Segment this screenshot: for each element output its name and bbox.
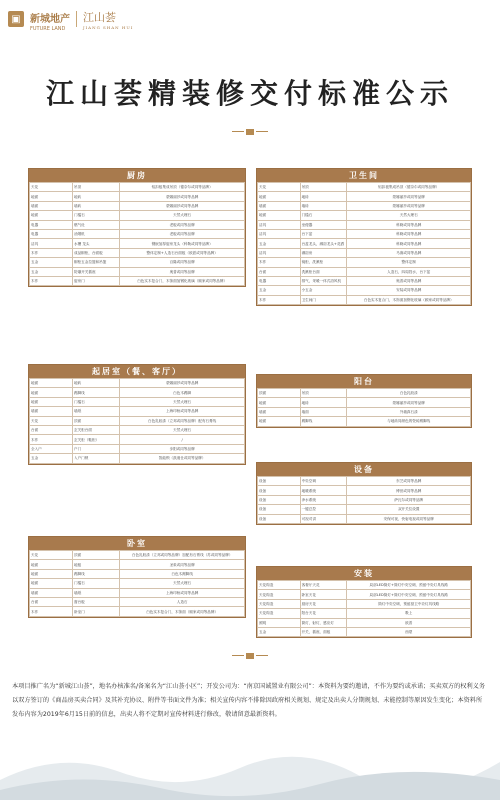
spec-cell: 白色实木复合门，木饰面加钢化玻璃（顾家或同等品牌） [120,276,245,285]
spec-cell: 铝扣板集成吊顶（德奈尔或同等品牌） [347,183,471,192]
table-row [30,588,245,597]
table-row [30,569,245,578]
table-row [258,599,471,608]
item-cell: 地砖 [300,398,347,407]
spec-cell: 外墙真石漆 [347,407,471,416]
item-cell: 玄关柜（鞋柜） [73,435,120,444]
spec-cell: 奥普或同等品牌 [347,276,471,285]
table-row [30,579,245,588]
category-cell: 设备 [258,486,301,495]
category-cell: 洁具 [30,239,73,248]
item-cell: 户门 [73,444,120,453]
table-row [258,417,471,426]
table-row [258,239,471,248]
spec-cell: 老板或同等品牌 [120,229,245,238]
table-row [258,590,471,599]
spec-cell: 博世或同等品牌 [347,486,471,495]
item-cell: 墙纸 [73,407,120,416]
living-room-table [28,364,246,465]
item-cell: 镜柜，洗漱柜 [300,258,347,267]
table-row [30,276,245,285]
category-cell: 洁具 [258,229,301,238]
spec-cell: 欧普 [347,618,471,627]
category-cell: 墙面 [30,588,73,597]
table-row [258,609,471,618]
category-cell: 设备 [258,514,301,523]
item-cell: 地砖 [300,192,347,201]
category-cell: 地面 [258,398,301,407]
spec-cell: 奥普或同等品牌 [120,267,245,276]
spec-cell: 双开关位设置 [347,505,471,514]
spec-cell: 局部LED筒灯+筒灯中央空调，预留中央灯具线路 [347,581,471,590]
item-cell: 踢脚线 [300,417,347,426]
item-cell: 墙砖 [300,201,347,210]
spec-cell: 天然大理石 [120,579,245,588]
category-cell: 电器 [258,276,301,285]
item-cell: 水槽 龙头 [73,239,120,248]
table-row [30,407,245,416]
category-cell: 木作 [30,607,73,616]
category-cell: 墙面 [258,201,301,210]
table-row [258,183,471,192]
spec-cell: 铝扣板集成吊顶（德奈尔或同等品牌） [120,183,245,192]
spec-cell: 蒙娜丽莎或同等品牌 [120,192,245,201]
item-cell: 客餐厅天花 [300,581,347,590]
category-cell: 地面 [30,211,73,220]
item-cell: 淋浴房 [300,248,347,257]
item-cell: 卫生间门 [300,295,347,304]
spec-cell: 安装或同等品牌 [347,286,471,295]
table-row [30,397,245,406]
section-title: 卧室 [29,537,245,550]
spec-cell: 白色木踢脚 [120,388,245,397]
table-row [258,286,471,295]
table-row [30,258,245,267]
category-cell: 地面 [30,569,73,578]
bedroom-table [28,536,246,618]
item-cell: 门槛石 [73,211,120,220]
table-row [258,618,471,627]
item-cell: 小五金 [300,286,347,295]
spec-cell: 白色实木复合门，木饰面（顾家或同等品牌） [120,607,245,616]
spec-cell: 整体定制+人造石台面板（欧派或同等品牌） [120,248,245,257]
item-cell: 卧室天花 [300,590,347,599]
category-cell: 地面 [30,397,73,406]
table-row [30,425,245,434]
table-row [30,239,245,248]
category-cell: 地面 [30,579,73,588]
spec-cell: 整体定制 [347,258,471,267]
spec-cell: 天然大理石 [120,397,245,406]
table-row [258,201,471,210]
item-cell: 墙砖 [73,201,120,210]
spec-cell: 钢嵌加厚厨房龙头（科勒或同等品牌） [120,239,245,248]
brand-logo-icon: ▣ [8,11,24,27]
brand-divider [76,11,77,27]
category-cell: 天花 [30,416,73,425]
item-cell: 吊顶 [300,389,347,398]
spec-cell: 老板或同等品牌 [120,220,245,229]
category-cell: 墙面 [30,407,73,416]
category-cell: 台面 [30,597,73,606]
spec-cell: 人造石，四周挡水，台下盆 [347,267,471,276]
balcony-table [256,374,472,428]
table-row [258,407,471,416]
table-row [258,229,471,238]
item-cell: 可视对讲 [300,514,347,523]
spec-cell: 与地砖同颜色的瓷砖踢脚线 [347,417,471,426]
table-row [258,248,471,257]
spec-cell: 科勒或同等品牌 [347,229,471,238]
table-row [258,581,471,590]
item-cell: 筒灯，射灯，感应灯 [300,618,347,627]
spec-cell: 科勒或同等品牌 [347,220,471,229]
table-row [30,229,245,238]
spec-cell: 上海印桓或同等品牌 [120,588,245,597]
installation-table [256,566,472,638]
table-row [30,454,245,463]
item-cell: 油烟机 [73,229,120,238]
item-cell: 踢脚线 [73,388,120,397]
category-cell: 地面 [30,192,73,201]
item-cell: 成品橱柜，台面板 [73,248,120,257]
category-cell: 天花构造 [258,609,301,618]
category-cell: 天花 [258,183,301,192]
category-cell: 天花构造 [258,590,301,599]
spec-cell: 蒙娜丽莎或同等品牌 [347,398,471,407]
item-cell: 燃气灶 [73,220,120,229]
table-row [30,388,245,397]
item-cell: 墙纸 [73,588,120,597]
item-cell: 门槛石 [300,211,347,220]
spec-cell: 白色乳胶漆（立邦或同等品牌）加配有石膏线（苏或同等品牌） [120,551,245,560]
table-row [30,416,245,425]
table-row [30,444,245,453]
section-title: 安装 [257,567,471,580]
section-title: 厨房 [29,169,245,182]
spec-cell: 白色木踢脚线 [120,569,245,578]
kitchen-table [28,168,246,287]
category-cell: 地面 [258,211,301,220]
spec-cell: 东芝或同等品牌 [347,477,471,486]
category-cell: 五金 [258,286,301,295]
category-cell: 洁具 [258,220,301,229]
category-cell: 墙面 [30,201,73,210]
project-logo: 江山荟 JIANG SHAN HUI [83,10,134,30]
category-cell: 电器 [30,220,73,229]
category-cell: 墙面 [258,407,301,416]
table-row [30,560,245,569]
table-row [30,248,245,257]
spec-cell: / [120,435,245,444]
spec-cell: 安保可视，快射电视或同等品牌 [347,514,471,523]
spec-cell: 吸上 [347,609,471,618]
brand-header [8,6,208,32]
table-row [258,211,471,220]
table-row [30,211,245,220]
category-cell: 木作 [30,276,73,285]
category-cell: 木作 [30,435,73,444]
spec-cell: 步阳或同等品牌 [120,444,245,453]
table-row [30,597,245,606]
spec-cell: 蒙娜丽莎或同等品牌 [347,192,471,201]
table-row [30,551,245,560]
item-cell: 排气，采暖一体式浴风机 [300,276,347,285]
table-row [258,627,471,636]
spec-cell: 天然大理石 [120,425,245,434]
section-title: 设备 [257,463,471,476]
spec-cell: 萨瓦尔或同等品牌 [347,495,471,504]
category-cell: 照明 [258,618,301,627]
category-cell: 台面 [258,267,301,276]
item-cell: 卧室门 [73,607,120,616]
table-row [30,192,245,201]
category-cell: 地面 [30,560,73,569]
item-cell: 顶面 [73,416,120,425]
spec-cell: 蒙娜丽莎或同等品牌 [347,201,471,210]
table-row [258,389,471,398]
category-cell: 设备 [258,505,301,514]
ornament-icon [232,652,268,660]
category-cell: 设备 [258,477,301,486]
table-row [258,477,471,486]
spec-cell: 天然大理石 [347,211,471,220]
item-cell: 橱柜五金拉篮和吊篮 [73,258,120,267]
category-cell: 五金 [30,258,73,267]
item-cell: 门槛石 [73,397,120,406]
spec-cell: 智能锁（凯迪仕或同等品牌） [120,454,245,463]
spec-cell: 筒灯中央空调，预留厨卫中央灯具线路 [347,599,471,608]
table-row [258,505,471,514]
item-cell: 地砖 [73,379,120,388]
page-title: 江山荟精装修交付标准公示 [45,77,454,110]
table-row [258,486,471,495]
category-cell: 木作 [258,295,301,304]
spec-cell: 马赛或同等品牌 [347,248,471,257]
item-cell: 吊顶 [300,183,347,192]
table-row [30,201,245,210]
item-cell: 坐便器 [300,220,347,229]
table-row [30,435,245,444]
category-cell: 设备 [258,495,301,504]
spec-cell: 科勒或同等品牌 [347,239,471,248]
item-cell: 地暖系统 [300,486,347,495]
category-cell: 台面 [30,425,73,434]
table-row [258,295,471,304]
category-cell: 五金 [258,239,301,248]
item-cell: 入户门锁 [73,454,120,463]
equipment-table [256,462,472,525]
item-cell: 中央空调 [300,477,347,486]
item-cell: 防爆开关插座 [73,267,120,276]
category-cell: 五金 [258,627,301,636]
table-row [258,398,471,407]
table-row [30,267,245,276]
item-cell: 台下盆 [300,229,347,238]
category-cell: 顶面 [258,389,301,398]
table-row [30,379,245,388]
category-cell: 天花构造 [258,599,301,608]
item-cell: 开关，插座，面板 [300,627,347,636]
spec-cell: 人造石 [120,597,245,606]
category-cell: 木作 [30,248,73,257]
spec-cell: 圣象或同等品牌 [120,560,245,569]
mountain-landscape-icon [0,710,500,800]
spec-cell: 百隆或同等品牌 [120,258,245,267]
category-cell: 天花 [30,183,73,192]
spec-cell: 天然大理石 [120,211,245,220]
table-row [258,192,471,201]
spec-cell: 蒙娜丽莎或同等品牌 [120,379,245,388]
table-row [30,607,245,616]
item-cell: 净水系统 [300,495,347,504]
spec-cell: 西蒙 [347,627,471,636]
table-row [258,495,471,504]
table-row [258,267,471,276]
table-row [258,276,471,285]
category-cell: 五金 [30,454,73,463]
disclaimer-text: 本项目推广名为“新城江山荟”，地名办核准名/备案名为“江山荟小区”；开发公司为：“南京国诚置业有限公司”：本资料为要约邀请，不作为要约或承诺；买卖双方的权利义务以双方签订的《商品房买卖合同》及其补充协议、附件等书面文件为准；相关宣传内容不排除因政府相关规划、规定及出卖人分期规划、未能控制等原因发生变化；本资料所发布内容为2019年6月15日前的信息，出卖人将不定期对宣传材料进行修改，敬请留意最新资料。 [12,683,486,718]
table-row [258,220,471,229]
item-cell: 厨房天花 [300,599,347,608]
item-cell: 阳台天花 [300,609,347,618]
item-cell: 台盆龙头，淋浴龙头+花洒 [300,239,347,248]
category-cell: 天花 [30,551,73,560]
brand-name: 新城地产 FUTURE LAND [30,13,70,32]
spec-cell: 上海印桓或同等品牌 [120,407,245,416]
spec-cell: 白色乳胶漆 [347,389,471,398]
category-cell: 电器 [30,229,73,238]
ornament-icon [232,128,268,136]
table-row [30,183,245,192]
item-cell: 踢脚线 [73,569,120,578]
section-title: 起居室（餐、客厅） [29,365,245,378]
category-cell: 洁具 [258,248,301,257]
spec-cell: 局部LED筒灯+筒灯中央空调，预留中央灯具线路 [347,590,471,599]
table-row [258,258,471,267]
table-row [258,514,471,523]
category-cell: 天花构造 [258,581,301,590]
spec-cell: 白色实木复合门，木饰面加钢化玻璃（顾家或同等品牌） [347,295,471,304]
item-cell: 地砖 [73,192,120,201]
category-cell: 全入户 [30,444,73,453]
item-cell: 吊顶 [73,183,120,192]
item-cell: 厨房门 [73,276,120,285]
category-cell: 五金 [30,267,73,276]
item-cell: 窗台板 [73,597,120,606]
spec-cell: 蒙娜丽莎或同等品牌 [120,201,245,210]
spec-cell: 白色乳胶漆（立邦或同等品牌）配有石膏线 [120,416,245,425]
category-cell: 地面 [258,192,301,201]
item-cell: 洗漱柜台面 [300,267,347,276]
section-title: 卫生间 [257,169,471,182]
section-title: 阳台 [257,375,471,388]
item-cell: 门槛石 [73,579,120,588]
item-cell: 地板 [73,560,120,569]
item-cell: 墙面 [300,407,347,416]
category-cell: 地面 [258,417,301,426]
table-row [30,220,245,229]
category-cell: 木作 [258,258,301,267]
category-cell: 地面 [30,379,73,388]
item-cell: 一键总控 [300,505,347,514]
bathroom-table [256,168,472,306]
category-cell: 地面 [30,388,73,397]
item-cell: 顶面 [73,551,120,560]
item-cell: 玄关柜台面 [73,425,120,434]
